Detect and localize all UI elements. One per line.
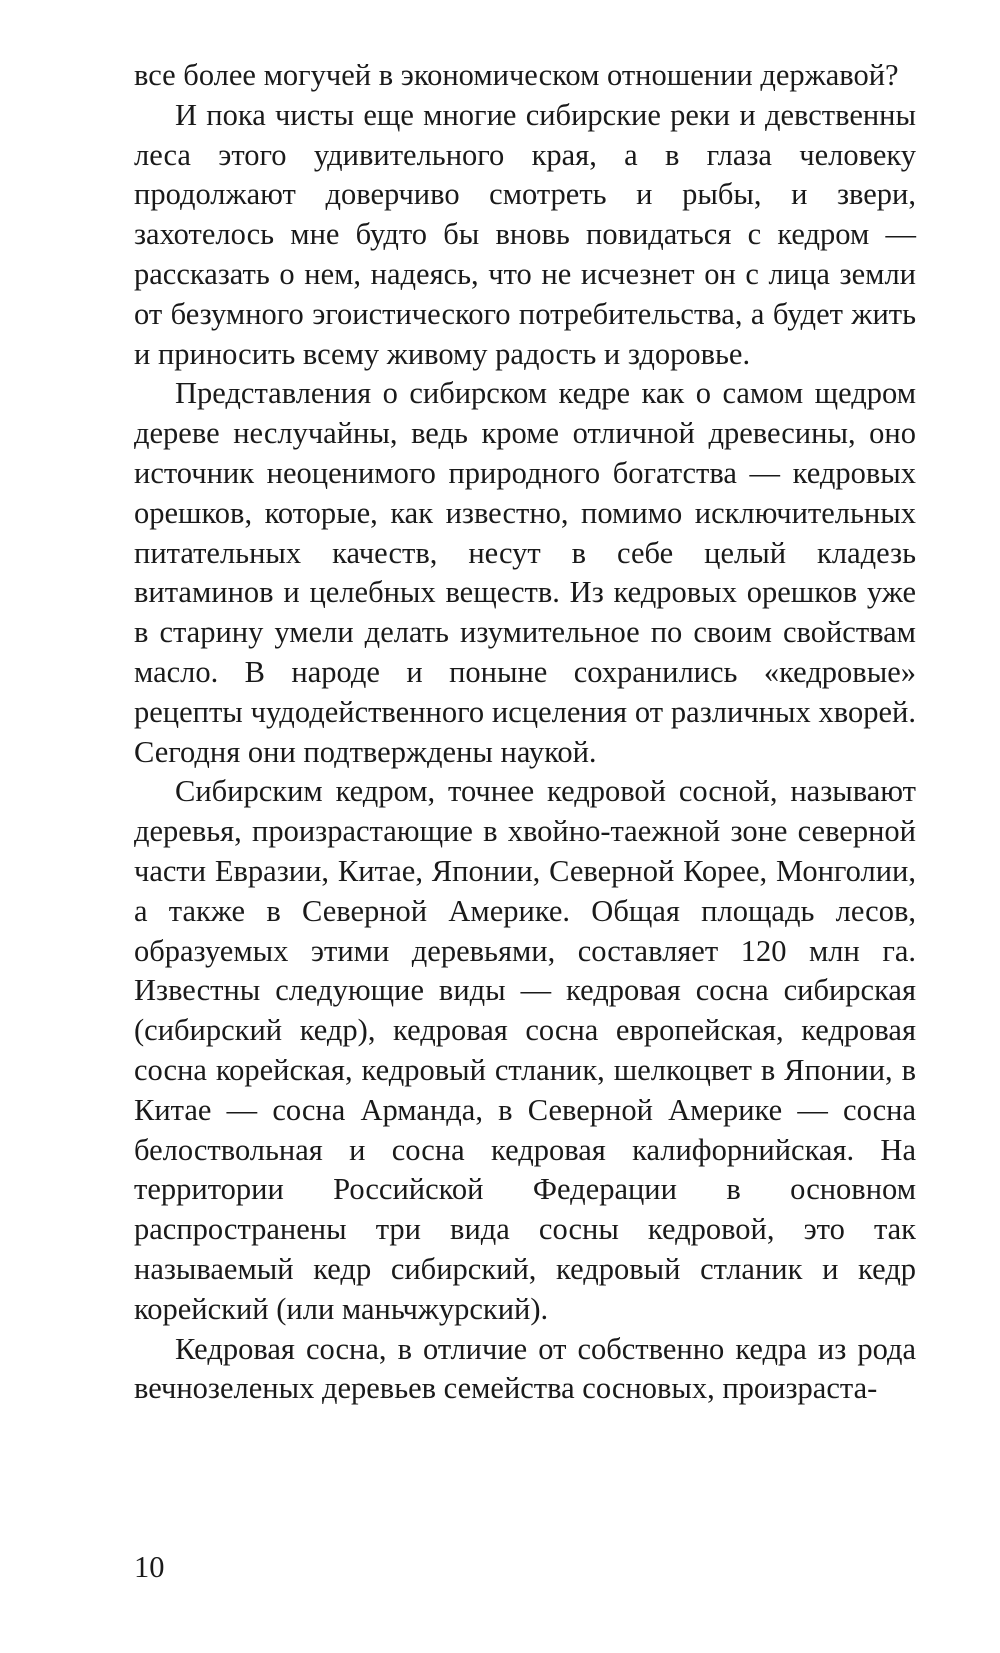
paragraph-cedar-pine: Кедровая сосна, в отличие от собственно кедра из рода вечнозеленых деревьев семейства сосновых, произраста- [134, 1331, 916, 1406]
page-body [134, 56, 916, 1409]
paragraph-continuation: все более могучей в экономическом отношении державой? [134, 58, 899, 92]
page-number: 10 [134, 1550, 165, 1584]
paragraph-cedar-species: Сибирским кедром, точнее кедровой сосной, называют деревья, произрастающие в хвойно-таежной зоне северной части Евразии, Китае, Японии, Северной Корее, Монголии, а также в Северной Америке. Общая площадь лесов, образуемых этими деревьями, составляет 120 млн га. Известны следующие виды — кедровая сосна сибирская (сибирский кедр), кедровая сосна европейская, кедровая сосна корейская, кедровый стланик, шелкоцвет в Японии, в Китае — сосна Арманда, в Северной Америке — сосна белоствольная и сосна кедровая калифорнийская. На территории Российской Федерации в основном распространены три вида сосны кедровой, это так называемый кедр сибирский, кедровый стланик и кедр корейский (или маньчжурский). [134, 774, 916, 1326]
paragraph-generous-tree: Представления о сибирском кедре как о самом щедром дереве неслучайны, ведь кроме отличной древесины, оно источник неоценимого природного богатства — кедровых орешков, которые, как известно, помимо исключительных питательных качеств, несут в себе целый кладезь витаминов и целебных веществ. Из кедровых орешков уже в старину умели делать изумительное по своим свойствам масло. В народе и поныне сохранились «кедровые» рецепты чудодейственного исцеления от различных хворей. Сегодня они подтверждены наукой. [134, 376, 916, 769]
paragraph-siberian-rivers: И пока чисты еще многие сибирские реки и девственны леса этого удивительного края, а в глаза человеку продолжают доверчиво смотреть и рыбы, и звери, захотелось мне будто бы вновь повидаться с кедром — рассказать о нем, надеясь, что не исчезнет он с лица земли от безумного эгоистического потребительства, а будет жить и приносить всему живому радость и здоровье. [134, 97, 916, 371]
